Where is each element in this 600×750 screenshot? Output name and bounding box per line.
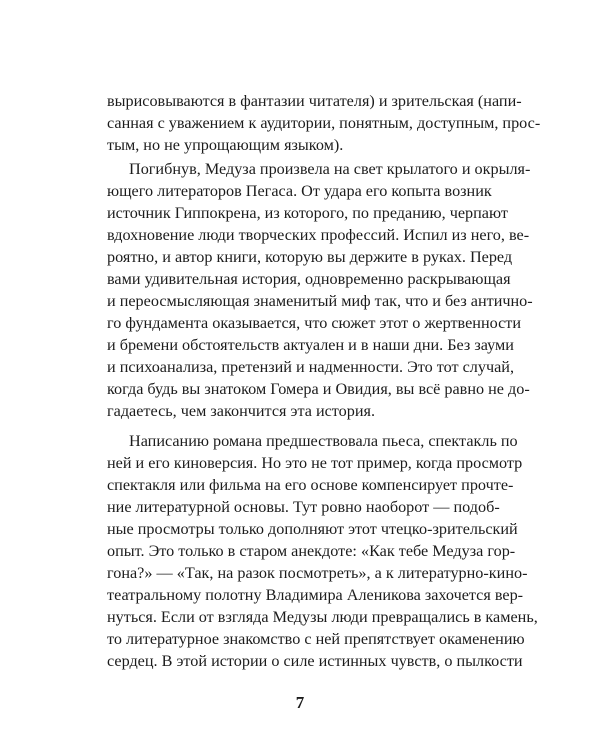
text-line: го фундамента оказывается, что сюжет этот о жертвенности	[107, 314, 522, 332]
text-line: вами удивительная история, одновременно раскрывающая	[107, 270, 511, 288]
text-line: гадаетесь, чем закончится эта история.	[107, 402, 376, 420]
text-line: ней и его киноверсия. Но это не тот пример, когда просмотр	[107, 454, 523, 472]
text-line: когда будь вы знатоком Гомера и Овидия, вы всё равно не до-	[107, 380, 530, 398]
text-line: Погибнув, Медуза произвела на свет крылатого и окрыля-	[129, 160, 531, 178]
text-line: и бремени обстоятельств актуален и в наши дни. Без зауми	[107, 336, 514, 354]
text-line: спектакля или фильма на его основе компенсирует прочте-	[107, 476, 514, 494]
text-line: вырисовываются в фантазии читателя) и зрительская (напи-	[107, 92, 522, 110]
text-line: Написанию романа предшествовала пьеса, спектакль по	[129, 432, 518, 450]
text-line: источник Гиппокрена, из которого, по преданию, черпают	[107, 204, 508, 222]
text-line: и переосмысляющая знаменитый миф так, что и без антично-	[107, 292, 533, 310]
text-line: ние литературной основы. Тут ровно наоборот — подоб-	[107, 498, 500, 516]
text-line: ющего литераторов Пегаса. От удара его копыта возник	[107, 182, 492, 200]
text-line: роятно, и автор книги, которую вы держите в руках. Перед	[107, 248, 513, 266]
text-line: ные просмотры только дополняют этот чтецко-зрительский	[107, 520, 518, 538]
text-line: нуться. Если от взгляда Медузы люди превращались в камень,	[107, 608, 538, 626]
text-line: опыт. Это только в старом анекдоте: «Как тебе Медуза гор-	[107, 542, 516, 560]
text-line: вдохновение люди творческих профессий. Испил из него, ве-	[107, 226, 530, 244]
text-line: сердец. В этой истории о силе истинных чувств, о пылкости	[107, 652, 523, 670]
text-line: и психоанализа, претензий и надменности. Это тот случай,	[107, 358, 515, 376]
page-number: 7	[295, 693, 305, 712]
text-line: то литературное знакомство с ней препятствует окаменению	[107, 630, 525, 648]
text-line: театральному полотну Владимира Аленикова захочется вер-	[107, 586, 524, 604]
text-line: санная с уважением к аудитории, понятным, доступным, прос-	[107, 114, 541, 132]
text-line: гона?» — «Так, на разок посмотреть», а к литературно-кино-	[107, 564, 528, 582]
text-line: тым, но не упрощающим языком).	[107, 136, 344, 154]
